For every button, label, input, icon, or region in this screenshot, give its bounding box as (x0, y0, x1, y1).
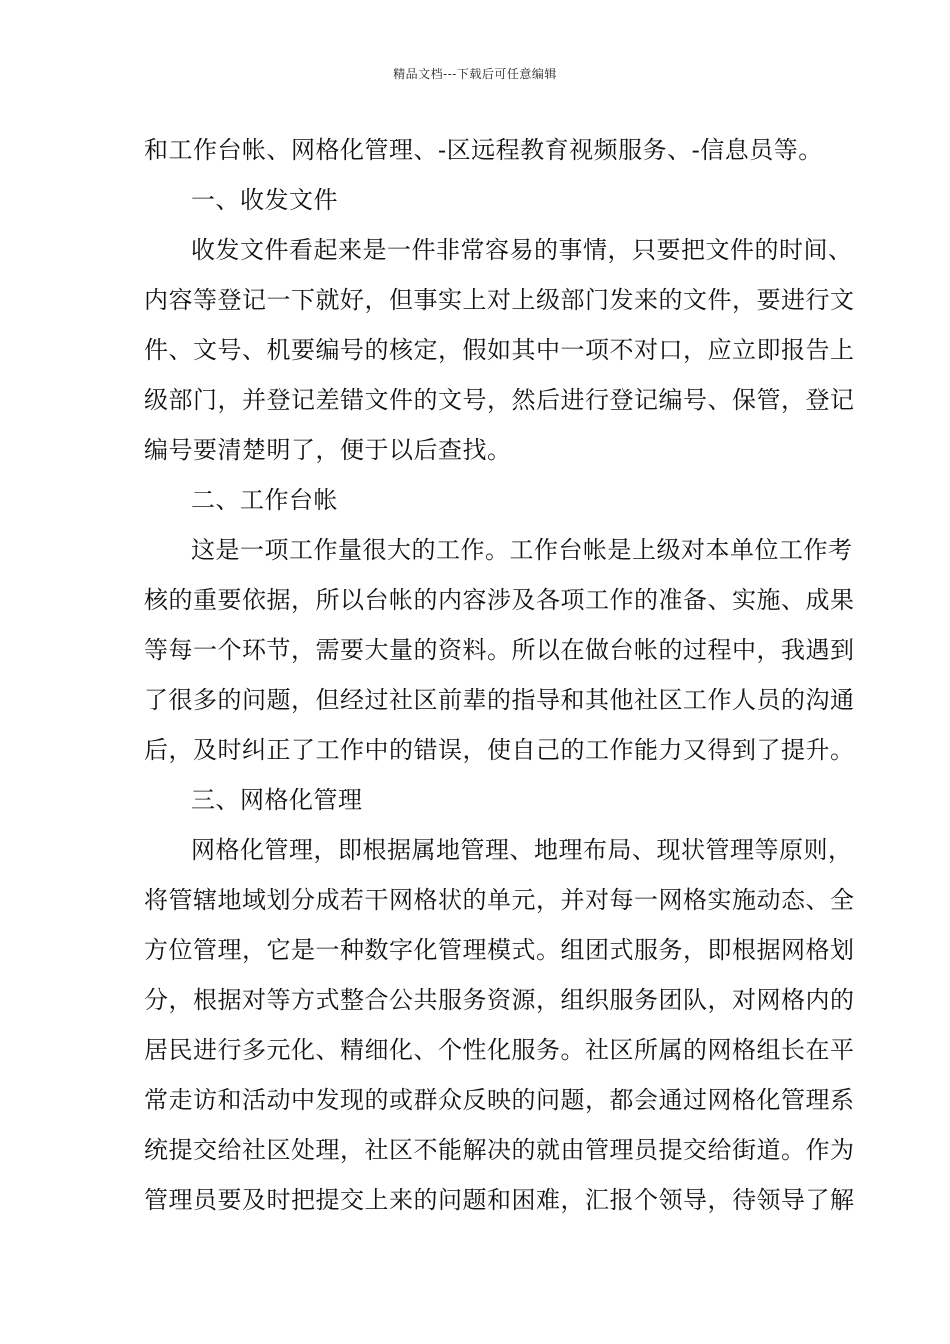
paragraph-line: 了很多的问题，但经过社区前辈的指导和其他社区工作人员的沟通 (144, 686, 855, 714)
paragraph-line: 常走访和活动中发现的或群众反映的问题，都会通过网格化管理系 (144, 1086, 855, 1114)
section-heading-3: 三、网格化管理 (191, 786, 363, 814)
paragraph-line: 级部门，并登记差错文件的文号，然后进行登记编号、保管，登记 (144, 386, 855, 414)
paragraph-line: 方位管理，它是一种数字化管理模式。组团式服务，即根据网格划 (144, 936, 855, 964)
paragraph-line: 收发文件看起来是一件非常容易的事情，只要把文件的时间、 (191, 236, 853, 264)
paragraph-line: 内容等登记一下就好，但事实上对上级部门发来的文件，要进行文 (144, 286, 855, 314)
paragraph-line: 这是一项工作量很大的工作。工作台帐是上级对本单位工作考 (191, 536, 853, 564)
paragraph-line: 编号要清楚明了，便于以后查找。 (144, 436, 512, 464)
intro-line: 和工作台帐、网格化管理、-区远程教育视频服务、-信息员等。 (144, 136, 823, 164)
paragraph-line: 核的重要依据，所以台帐的内容涉及各项工作的准备、实施、成果 (144, 586, 855, 614)
section-heading-2: 二、工作台帐 (191, 486, 338, 514)
section-heading-1: 一、收发文件 (191, 186, 338, 214)
paragraph-line: 将管辖地域划分成若干网格状的单元，并对每一网格实施动态、全 (144, 886, 855, 914)
paragraph-line: 统提交给社区处理，社区不能解决的就由管理员提交给街道。作为 (144, 1136, 855, 1164)
paragraph-line: 后，及时纠正了工作中的错误，使自己的工作能力又得到了提升。 (144, 736, 855, 764)
paragraph-line: 等每一个环节，需要大量的资料。所以在做台帐的过程中，我遇到 (144, 636, 855, 664)
paragraph-line: 管理员要及时把提交上来的问题和困难，汇报个领导，待领导了解 (144, 1186, 855, 1214)
paragraph-line: 件、文号、机要编号的核定，假如其中一项不对口，应立即报告上 (144, 336, 855, 364)
paragraph-line: 网格化管理，即根据属地管理、地理布局、现状管理等原则， (191, 836, 853, 864)
document-body (144, 125, 855, 1225)
paragraph-line: 分，根据对等方式整合公共服务资源，组织服务团队，对网格内的 (144, 986, 855, 1014)
paragraph-line: 居民进行多元化、精细化、个性化服务。社区所属的网格组长在平 (144, 1036, 855, 1064)
page-header: 精品文档---下载后可任意编辑 (393, 67, 557, 81)
